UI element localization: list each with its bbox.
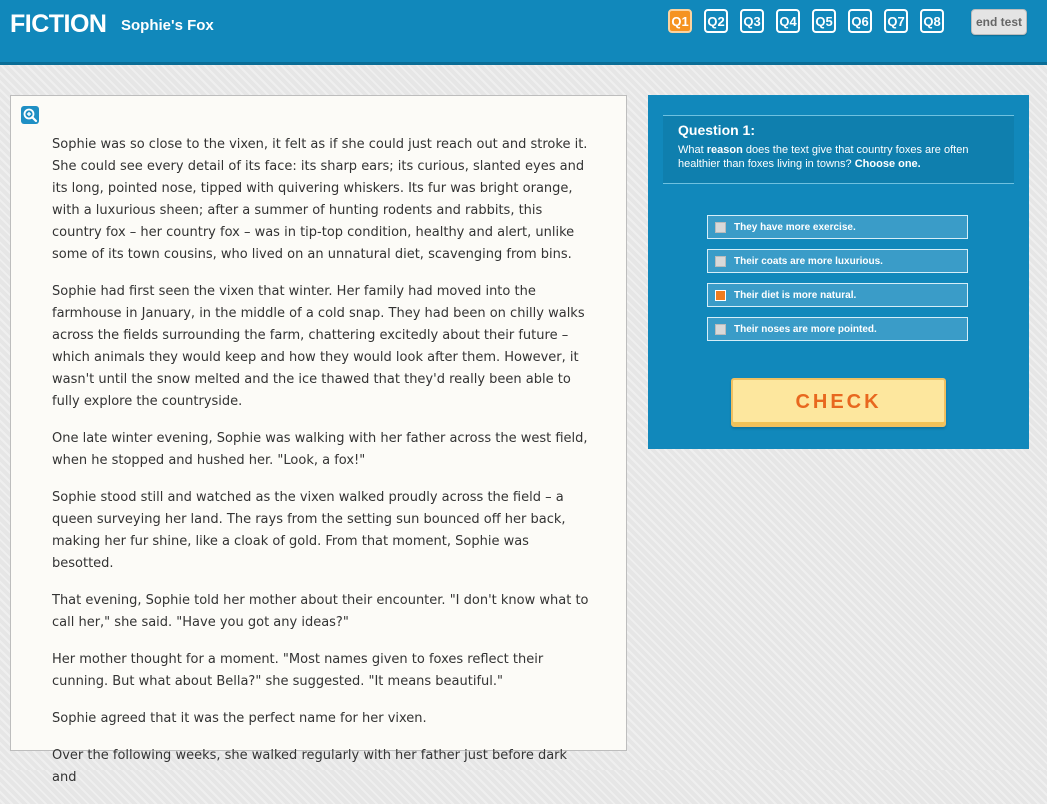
reading-panel[interactable] — [10, 95, 627, 785]
answer-options — [707, 215, 968, 351]
answer-checkbox[interactable] — [715, 290, 726, 301]
passage-paragraph: Sophie agreed that it was the perfect name for her vixen. — [52, 711, 427, 726]
question-nav-q3[interactable]: Q3 — [740, 9, 764, 33]
question-nav-q4[interactable]: Q4 — [776, 9, 800, 33]
end-test-button[interactable]: end test — [971, 9, 1027, 35]
answer-option-label: Their diet is more natural. — [734, 289, 857, 301]
question-nav-q5[interactable]: Q5 — [812, 9, 836, 33]
check-button[interactable]: CHECK — [731, 378, 946, 427]
question-nav-q1[interactable]: Q1 — [668, 9, 692, 33]
question-nav-q6[interactable]: Q6 — [848, 9, 872, 33]
question-nav-q2[interactable]: Q2 — [704, 9, 728, 33]
answer-option[interactable] — [707, 249, 968, 273]
answer-checkbox[interactable] — [715, 324, 726, 335]
passage-paragraph: Sophie had first seen the vixen that winter. Her family had moved into the farmhouse in January, in the middle of a cold snap. They had been on chilly walks across the fields surrounding the farm, chattering excitedly about their future – which animals they would keep and how they would look after them. However, it wasn't until the snow melted and the ice thawed that they'd really been able to fully explore the countryside. — [52, 284, 585, 409]
question-number: Question 1: — [678, 122, 756, 138]
story-passage — [52, 134, 592, 804]
answer-option[interactable] — [707, 215, 968, 239]
story-title: Sophie's Fox — [121, 17, 214, 34]
question-nav — [668, 9, 944, 33]
top-bar — [0, 0, 1047, 65]
question-text-emphasis: Choose one. — [854, 158, 921, 170]
passage-paragraph: That evening, Sophie told her mother about their encounter. "I don't know what to call her," she said. "Have you got any ideas?" — [52, 593, 589, 630]
question-panel — [648, 95, 1029, 449]
genre-label: FICTION — [10, 10, 107, 38]
passage-paragraph: Over the following weeks, she walked regularly with her father just before dark and — [52, 748, 568, 785]
question-box — [663, 115, 1014, 184]
question-nav-q7[interactable]: Q7 — [884, 9, 908, 33]
answer-option-label: They have more exercise. — [734, 221, 856, 233]
answer-option-label: Their coats are more luxurious. — [734, 255, 883, 267]
passage-paragraph: Sophie stood still and watched as the vixen walked proudly across the field – a queen surveying her land. The rays from the setting sun bounced off her back, making her fur shine, like a cloak of gold. From that moment, Sophie was besotted. — [52, 490, 566, 571]
answer-checkbox[interactable] — [715, 222, 726, 233]
question-nav-q8[interactable]: Q8 — [920, 9, 944, 33]
question-text-part: does the text give that country foxes are often healthier than foxes living in towns? — [678, 144, 969, 170]
question-text-emphasis: reason — [706, 144, 743, 156]
question-text-part: What — [678, 144, 707, 156]
answer-option[interactable] — [707, 317, 968, 341]
zoom-in-icon[interactable] — [21, 106, 39, 124]
passage-paragraph: Sophie was so close to the vixen, it felt as if she could just reach out and stroke it. She could see every detail of its face: its sharp ears; its curious, slanted eyes and its long, pointed nose, tipped with quivering whiskers. Its fur was bright orange, with a luxurious sheen; after a summer of hunting rodents and rabbits, this country fox – her country fox – was in tip-top condition, healthy and alert, unlike some of its town cousins, who lived on an unnatural diet, scavenging from bins. — [52, 137, 588, 262]
answer-option-label: Their noses are more pointed. — [734, 323, 877, 335]
passage-paragraph: Her mother thought for a moment. "Most names given to foxes reflect their cunning. But what about Bella?" she suggested. "It means beautiful." — [52, 652, 544, 689]
answer-checkbox[interactable] — [715, 256, 726, 267]
question-text — [678, 143, 999, 171]
answer-option[interactable] — [707, 283, 968, 307]
passage-paragraph: One late winter evening, Sophie was walking with her father across the west field, when he stopped and hushed her. "Look, a fox!" — [52, 431, 588, 468]
